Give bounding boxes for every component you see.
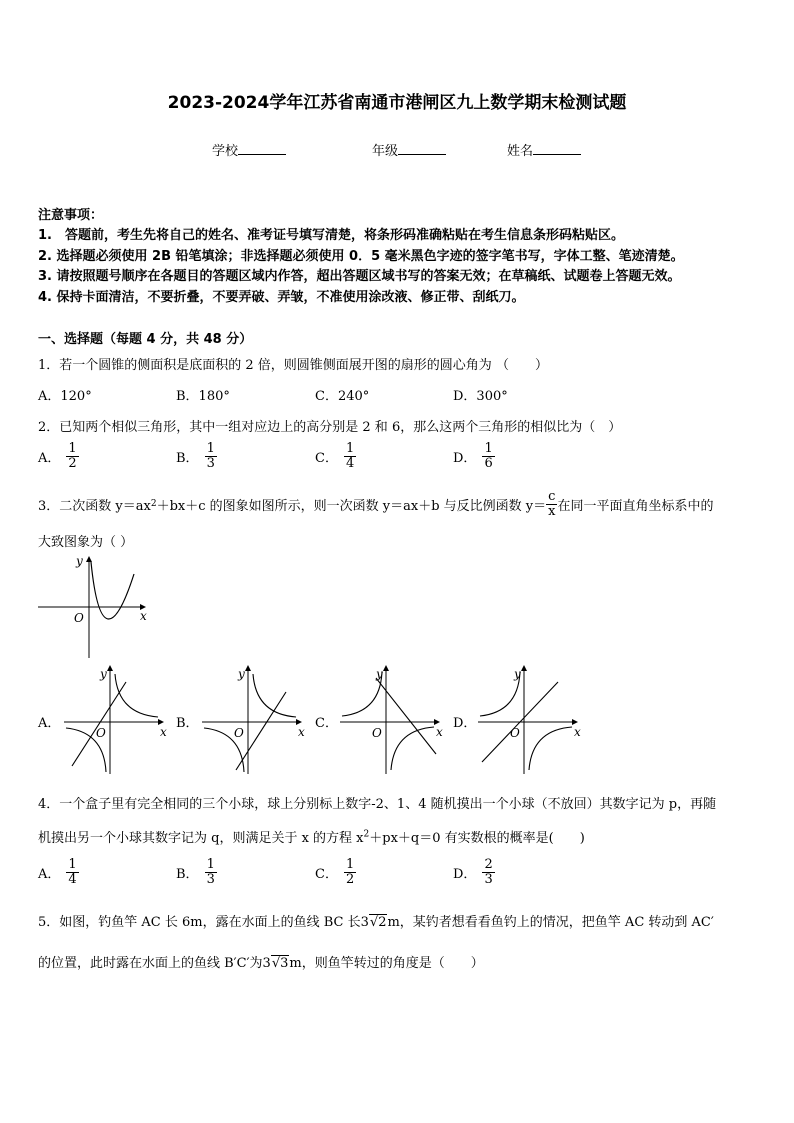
q1-option-d[interactable]: D．300°	[453, 389, 508, 404]
q2-option-b[interactable]: B． $\frac{1}{3}$	[176, 441, 215, 471]
svg-text:y: y	[514, 667, 521, 681]
q3-option-b-graph[interactable]	[198, 662, 308, 782]
svg-text:y: y	[100, 667, 107, 681]
svg-text:y: y	[376, 667, 383, 681]
q5-stem: 5．如图，钓鱼竿 AC 长 6m，露在水面上的鱼线 BC 长3√2m，某钓者想看看鱼钓上的情况，把鱼竿 AC 转动到 AC′	[38, 915, 714, 930]
svg-text:x: x	[574, 725, 581, 739]
q3-option-a-label[interactable]: A．	[38, 716, 61, 731]
q2-option-d[interactable]: D． $\frac{1}{6}$	[453, 441, 493, 471]
q3-stem: 3．二次函数 y＝ax 2 ＋bx＋c 的图象如图所示，则一次函数 y＝ax＋b 与反比例函数 y＝ $\frac{c}{x}$ 在同一平面直角坐标系中的	[38, 489, 714, 519]
q1-option-b[interactable]: B．180°	[176, 389, 230, 404]
sqrt-symbol: √2	[369, 915, 387, 930]
q2-stem: 2．已知两个相似三角形，其中一组对应边上的高分别是 2 和 6，那么这两个三角形的相似比为（ ）	[38, 420, 622, 435]
section-heading: 一、选择题（每题 4 分，共 48 分）	[38, 332, 253, 347]
svg-text:x: x	[160, 725, 167, 739]
page-title: 2023-2024学年江苏省南通市港闸区九上数学期末检测试题	[167, 93, 627, 113]
q3-option-c-graph[interactable]	[336, 662, 446, 782]
name-field[interactable]: 姓名	[507, 140, 581, 159]
q4-option-a[interactable]: A． $\frac{1}{4}$	[38, 857, 77, 887]
grade-field[interactable]: 年级	[372, 140, 446, 159]
svg-text:x: x	[298, 725, 305, 739]
q3-option-b-label[interactable]: B．	[176, 716, 199, 731]
sqrt-symbol: √3	[271, 956, 289, 971]
q1-option-a[interactable]: A．120°	[38, 389, 92, 404]
school-field[interactable]: 学校	[212, 140, 286, 159]
note-item: 2. 选择题必须使用 2B 铅笔填涂；非选择题必须使用 0．5 毫米黑色字迹的签字笔书写，字体工整、笔迹清楚。	[38, 249, 684, 264]
q5-stem-line2: 的位置，此时露在水面上的鱼线 B′C′为3√3m，则鱼竿转过的角度是（ ）	[38, 956, 484, 971]
svg-text:O: O	[372, 726, 382, 740]
q4-stem-line2: 机摸出另一个小球其数字记为 q，则满足关于 x 的方程 $x^2+px+q=0$ 有实数根的概率是( )	[38, 829, 585, 846]
note-item: 3. 请按照题号顺序在各题目的答题区域内作答，超出答题区域书写的答案无效；在草稿纸、试题卷上答题无效。	[38, 269, 681, 284]
svg-text:O: O	[96, 726, 106, 740]
svg-text:O: O	[510, 726, 520, 740]
q4-option-c[interactable]: C． $\frac{1}{2}$	[315, 857, 355, 887]
svg-text:O: O	[234, 726, 244, 740]
q1-option-c[interactable]: C．240°	[315, 389, 370, 404]
q2-option-a[interactable]: A． $\frac{1}{2}$	[38, 441, 77, 471]
note-item: 1. 答题前，考生先将自己的姓名、准考证号填写清楚，将条形码准确粘贴在考生信息条形码粘贴区。	[38, 228, 624, 243]
q3-parabola-graph	[34, 552, 154, 662]
q4-option-d[interactable]: D． $\frac{2}{3}$	[453, 857, 493, 887]
q3-option-d-label[interactable]: D．	[453, 716, 477, 731]
q3-option-a-graph[interactable]	[60, 662, 170, 782]
q3-option-c-label[interactable]: C．	[315, 716, 338, 731]
svg-text:x: x	[436, 725, 443, 739]
svg-text:O: O	[74, 611, 84, 625]
q1-stem: 1．若一个圆锥的侧面积是底面积的 2 倍，则圆锥侧面展开图的扇形的圆心角为 （ ）	[38, 358, 548, 373]
svg-text:x: x	[140, 609, 147, 623]
q4-option-b[interactable]: B． $\frac{1}{3}$	[176, 857, 215, 887]
q4-stem: 4．一个盒子里有完全相同的三个小球，球上分别标上数字-2、1、4 随机摸出一个小球（不放回）其数字记为 p，再随	[38, 797, 717, 812]
svg-text:y: y	[76, 554, 83, 568]
note-item: 4. 保持卡面清洁，不要折叠，不要弄破、弄皱，不准使用涂改液、修正带、刮纸刀。	[38, 290, 525, 305]
q3-option-d-graph[interactable]	[474, 662, 584, 782]
svg-text:y: y	[238, 667, 245, 681]
q2-option-c[interactable]: C． $\frac{1}{4}$	[315, 441, 355, 471]
q3-stem-line2: 大致图象为（ ）	[38, 535, 134, 550]
notes-heading: 注意事项：	[38, 208, 104, 223]
